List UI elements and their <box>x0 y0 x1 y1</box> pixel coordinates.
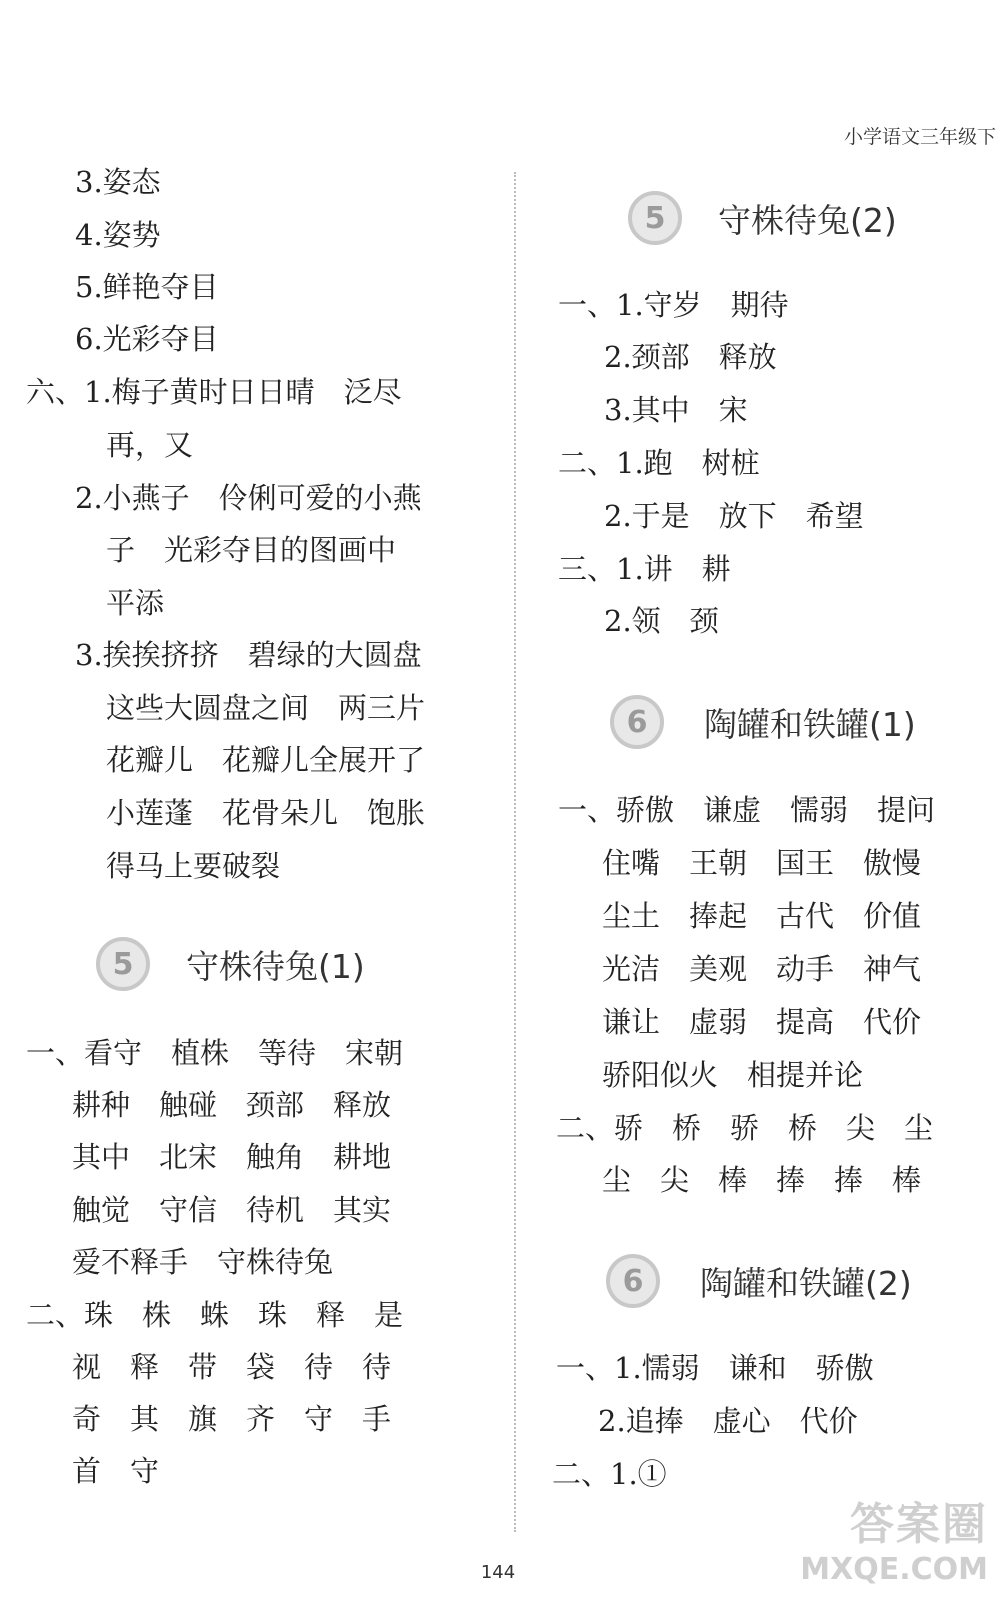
answer-line: 视 释 带 袋 待 待 <box>72 1350 392 1384</box>
answer-line: 二、珠 株 蛛 珠 释 是 <box>26 1298 404 1332</box>
watermark <box>800 1488 988 1587</box>
answer-line: 尘土 捧起 古代 价值 <box>602 899 922 933</box>
answer-line: 2.小燕子 伶俐可爱的小燕 <box>75 481 422 515</box>
watermark-url: MXQE.COM <box>800 1552 988 1587</box>
answer-line: 平添 <box>106 586 165 620</box>
answer-line: 一、骄傲 谦虚 懦弱 提问 <box>558 793 936 827</box>
answer-line: 一、看守 植株 等待 宋朝 <box>26 1036 404 1070</box>
answer-line: 骄阳似火 相提并论 <box>602 1058 864 1092</box>
lesson-number-badge: 5 <box>96 937 150 991</box>
answer-line: 尘 尖 棒 捧 捧 棒 <box>602 1163 922 1197</box>
answer-line: 得马上要破裂 <box>106 849 281 883</box>
answer-line: 触觉 守信 待机 其实 <box>72 1193 392 1227</box>
answer-line: 二、1.① <box>552 1457 667 1491</box>
answer-line: 这些大圆盘之间 两三片 <box>106 691 426 725</box>
answer-line: 2.颈部 释放 <box>604 340 777 374</box>
watermark-text: 答案圈 <box>850 1499 988 1550</box>
lesson-number-badge: 6 <box>606 1254 660 1308</box>
column-divider <box>514 172 516 1532</box>
answer-line: 3.挨挨挤挤 碧绿的大圆盘 <box>75 638 422 672</box>
answer-line: 光洁 美观 动手 神气 <box>602 952 922 986</box>
answer-line: 耕种 触碰 颈部 释放 <box>72 1088 392 1122</box>
answer-line: 小莲蓬 花骨朵儿 饱胀 <box>106 796 426 830</box>
lesson-number-badge: 5 <box>628 191 682 245</box>
answer-line: 再，又 <box>106 428 194 462</box>
answer-line: 谦让 虚弱 提高 代价 <box>602 1005 922 1039</box>
answer-line: 一、1.懦弱 谦和 骄傲 <box>556 1351 874 1385</box>
answer-line: 首 守 <box>72 1454 160 1488</box>
answer-line: 子 光彩夺目的图画中 <box>106 533 397 567</box>
answer-line: 奇 其 旗 齐 守 手 <box>72 1402 392 1436</box>
section-heading <box>628 191 897 245</box>
answer-line: 住嘴 王朝 国王 傲慢 <box>602 846 922 880</box>
answer-line: 爱不释手 守株待兔 <box>72 1245 334 1279</box>
section-title: 守株待兔(2) <box>718 200 897 240</box>
section-heading <box>606 1254 912 1308</box>
page-header: 小学语文三年级下 <box>843 126 996 148</box>
answer-line: 2.领 颈 <box>604 604 719 638</box>
answer-line: 3.其中 宋 <box>604 393 748 427</box>
answer-line: 三、1.讲 耕 <box>558 552 731 586</box>
answer-line: 六、1.梅子黄时日日晴 泛尽 <box>26 375 402 409</box>
section-title: 守株待兔(1) <box>186 946 365 986</box>
answer-line: 2.追捧 虚心 代价 <box>598 1404 858 1438</box>
answer-line: 5.鲜艳夺目 <box>75 270 219 304</box>
section-title: 陶罐和铁罐(2) <box>700 1263 912 1303</box>
lesson-number-badge: 6 <box>610 695 664 749</box>
section-heading <box>610 695 916 749</box>
section-title: 陶罐和铁罐(1) <box>704 704 916 744</box>
answer-line: 6.光彩夺目 <box>75 322 219 356</box>
answer-line: 其中 北宋 触角 耕地 <box>72 1140 392 1174</box>
section-heading <box>96 937 365 991</box>
answer-line: 二、1.跑 树桩 <box>558 446 760 480</box>
answer-line: 3.姿态 <box>75 165 161 199</box>
answer-line: 一、1.守岁 期待 <box>558 288 789 322</box>
answer-line: 二、骄 桥 骄 桥 尖 尘 <box>556 1111 934 1145</box>
answer-line: 2.于是 放下 希望 <box>604 499 864 533</box>
answer-line: 4.姿势 <box>75 218 161 252</box>
page-number: 144 <box>480 1562 516 1583</box>
answer-line: 花瓣儿 花瓣儿全展开了 <box>106 743 426 777</box>
